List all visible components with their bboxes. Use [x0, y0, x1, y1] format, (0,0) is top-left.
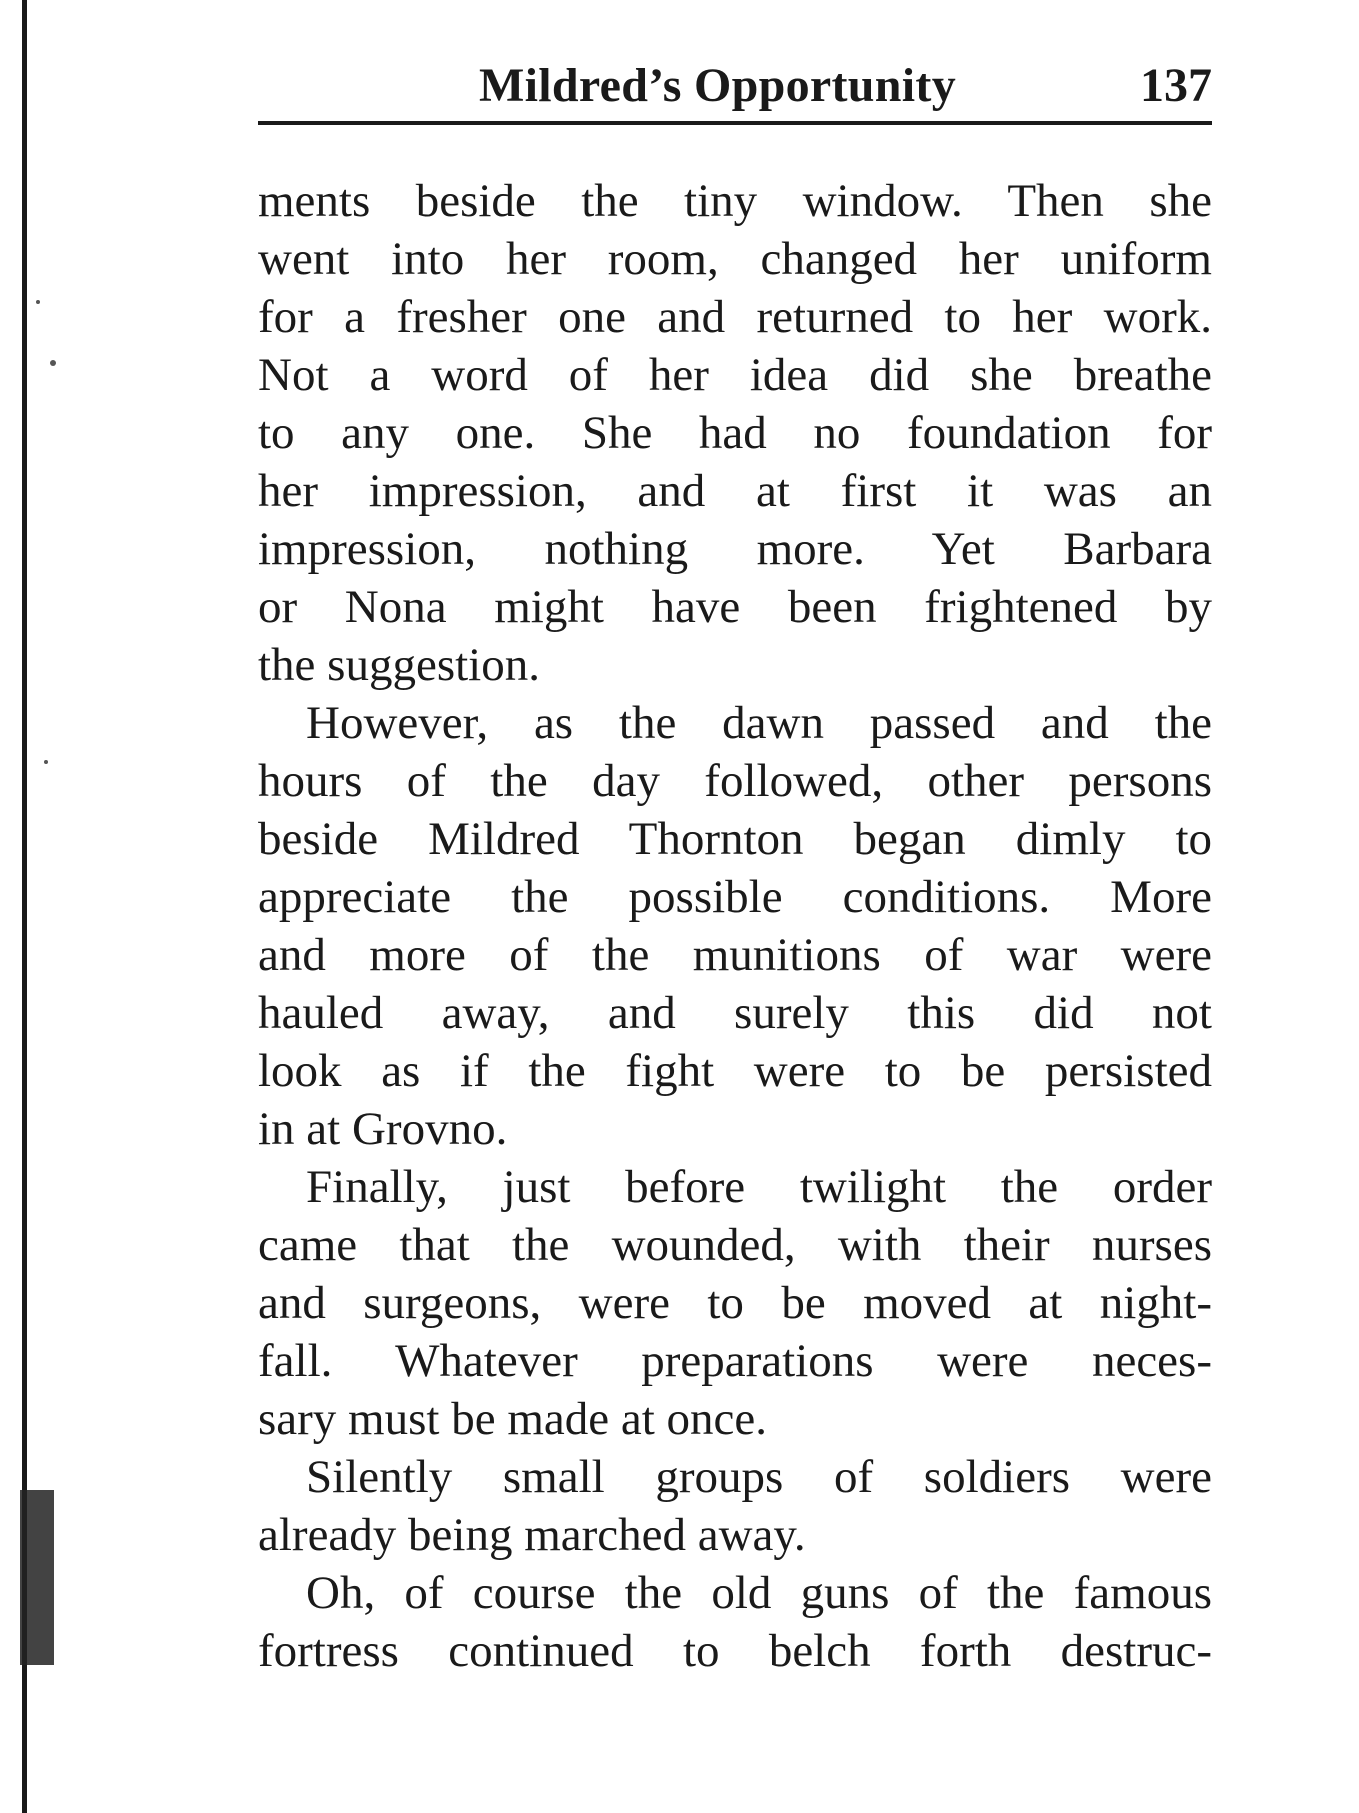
- scan-binding-edge: [0, 0, 40, 1813]
- text-line: hauled away, and surely this did not: [258, 987, 1212, 1039]
- text-line: came that the wounded, with their nurses: [258, 1219, 1212, 1271]
- header-rule: [258, 121, 1212, 125]
- text-line: her impression, and at first it was an: [258, 465, 1212, 517]
- text-line: Finally, just before twilight the order: [306, 1161, 1212, 1213]
- text-line: for a fresher one and returned to her work.: [258, 291, 1212, 343]
- text-line: and surgeons, were to be moved at night-: [258, 1277, 1212, 1329]
- text-line: Silently small groups of soldiers were: [306, 1451, 1212, 1503]
- speck: [36, 300, 40, 304]
- running-head: Mildred’s Opportunity: [479, 59, 957, 112]
- text-line: or Nona might have been frightened by: [258, 581, 1212, 633]
- text-line: ments beside the tiny window. Then she: [258, 175, 1212, 227]
- text-line: to any one. She had no foundation for: [258, 407, 1212, 459]
- speck: [50, 360, 56, 366]
- text-line: fall. Whatever preparations were neces-: [258, 1335, 1212, 1387]
- page-header: [258, 52, 1212, 128]
- text-line: sary must be made at once.: [258, 1393, 767, 1445]
- text-line: fortress continued to belch forth destruc-: [258, 1625, 1212, 1677]
- text-line: already being marched away.: [258, 1509, 806, 1561]
- text-line: Not a word of her idea did she breathe: [258, 349, 1212, 401]
- text-line: and more of the munitions of war were: [258, 929, 1212, 981]
- text-line: the suggestion.: [258, 639, 540, 691]
- text-line: beside Mildred Thornton began dimly to: [258, 813, 1212, 865]
- text-line: Oh, of course the old guns of the famous: [306, 1567, 1212, 1619]
- body-text: [258, 172, 1212, 1680]
- page-number: 137: [1140, 59, 1212, 112]
- text-line: However, as the dawn passed and the: [306, 697, 1212, 749]
- text-line: in at Grovno.: [258, 1103, 508, 1155]
- text-line: look as if the fight were to be persisted: [258, 1045, 1212, 1097]
- text-line: impression, nothing more. Yet Barbara: [258, 523, 1212, 575]
- text-line: hours of the day followed, other persons: [258, 755, 1212, 807]
- ink-smudge: [20, 1490, 54, 1665]
- text-line: went into her room, changed her uniform: [258, 233, 1212, 285]
- text-line: appreciate the possible conditions. More: [258, 871, 1212, 923]
- speck: [44, 760, 48, 764]
